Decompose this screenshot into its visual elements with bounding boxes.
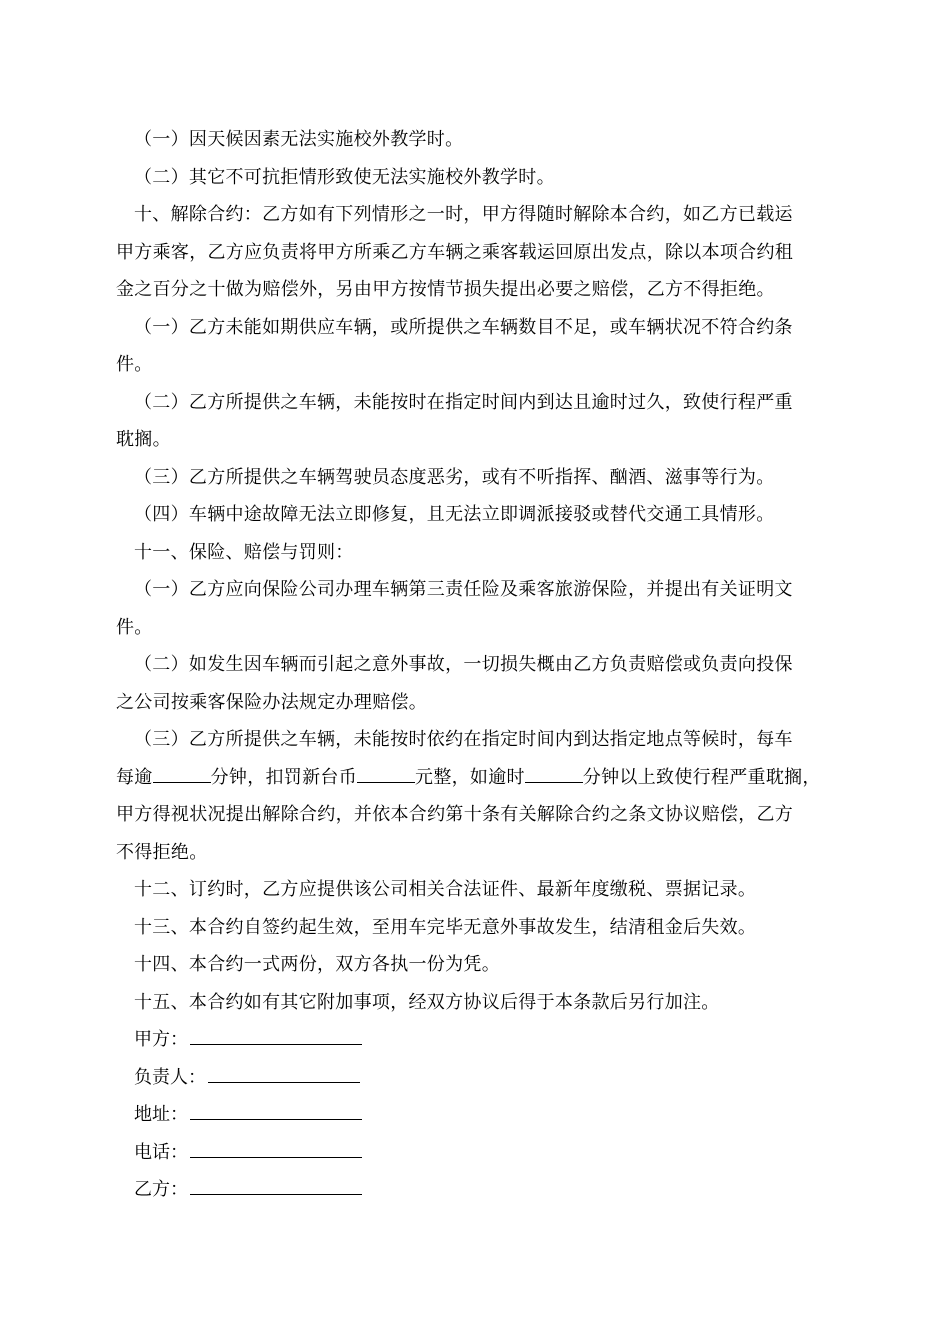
- clause-15: [116, 984, 834, 1022]
- text-line: 件。: [116, 354, 153, 375]
- text-line: （二）如发生因车辆而引起之意外事故，一切损失概由乙方负责赔偿或负责向投保: [134, 654, 793, 675]
- text-line: 甲方得视状况提出解除合约，并依本合约第十条有关解除合约之条文协议赔偿，乙方: [116, 804, 794, 825]
- text-line: 之公司按乘客保险办法规定办理赔偿。: [116, 691, 428, 713]
- field-label: 甲方：: [134, 1029, 188, 1050]
- party-b-blank: [190, 1178, 362, 1195]
- clause-penalty: [116, 721, 834, 871]
- text-line: （一）乙方应向保险公司办理车辆第三责任险及乘客旅游保险，并提出有关证明文: [134, 579, 793, 600]
- signature-phone: [116, 1134, 834, 1172]
- text-segment: 分钟，扣罚新台币: [210, 766, 358, 788]
- field-label: 负责人：: [134, 1066, 206, 1088]
- text-line: （三）乙方所提供之车辆，未能按时依约在指定时间内到达指定地点等候时，每车: [134, 729, 793, 750]
- signature-party-b: [116, 1171, 834, 1209]
- clause-termination-2: [116, 384, 834, 459]
- clause-insurance-2: [116, 646, 834, 721]
- text-segment: 每逾: [116, 766, 153, 788]
- signature-block: [116, 1021, 834, 1209]
- clause-14: [116, 946, 834, 984]
- contract-clauses: [116, 121, 834, 721]
- clause-1: [116, 121, 834, 159]
- clause-insurance-1: [116, 571, 834, 646]
- text-line: 十三、本合约自签约起生效，至用车完毕无意外事故发生，结清租金后失效。: [134, 916, 757, 938]
- party-a-blank: [190, 1028, 362, 1045]
- clause-termination: [116, 196, 834, 309]
- text-line: 十五、本合约如有其它附加事项，经双方协议后得于本条款后另行加注。: [134, 991, 720, 1013]
- clause-termination-3: [116, 459, 834, 497]
- field-label: 地址：: [134, 1104, 188, 1125]
- clause-12: [116, 871, 834, 909]
- clause-13: [116, 909, 834, 947]
- clause-termination-4: [116, 496, 834, 534]
- text-line: [116, 759, 834, 797]
- overtime-blank: [525, 766, 583, 783]
- signature-address: [116, 1096, 834, 1134]
- clause-termination-1: [116, 309, 834, 384]
- signature-party-a: [116, 1021, 834, 1059]
- address-blank: [190, 1103, 362, 1120]
- text-line: 十二、订约时，乙方应提供该公司相关合法证件、最新年度缴税、票据记录。: [134, 879, 757, 900]
- text-line: 十一、保险、赔偿与罚则：: [134, 541, 354, 563]
- amount-blank: [357, 766, 415, 783]
- text-line: 耽搁。: [116, 429, 171, 450]
- text-line: 十、解除合约：乙方如有下列情形之一时，甲方得随时解除本合约，如乙方已载运: [134, 204, 793, 225]
- text-line: （四）车辆中途故障无法立即修复，且无法立即调派接驳或替代交通工具情形。: [134, 504, 775, 525]
- text-line: 甲方乘客，乙方应负责将甲方所乘乙方车辆之乘客载运回原出发点，除以本项合约租: [116, 241, 794, 263]
- signature-person: [116, 1059, 834, 1097]
- text-segment: 元整，如逾时: [415, 766, 525, 788]
- text-line: 十四、本合约一式两份，双方各执一份为凭。: [134, 954, 500, 975]
- minutes-blank: [153, 766, 211, 783]
- text-line: （一）乙方未能如期供应车辆，或所提供之车辆数目不足，或车辆状况不符合约条: [134, 316, 793, 338]
- text-line: 不得拒绝。: [116, 841, 208, 863]
- text-line: （三）乙方所提供之车辆驾驶员态度恶劣，或有不听指挥、酗酒、滋事等行为。: [134, 466, 775, 488]
- text-line: （二）乙方所提供之车辆，未能按时在指定时间内到达且逾时过久，致使行程严重: [134, 391, 793, 413]
- text-segment: 分钟以上致使行程严重耽搁，: [582, 766, 821, 788]
- field-label: 乙方：: [134, 1179, 188, 1200]
- text-line: （二）其它不可抗拒情形致使无法实施校外教学时。: [134, 166, 555, 188]
- text-line: 件。: [116, 616, 153, 638]
- text-line: （一）因天候因素无法实施校外教学时。: [134, 129, 464, 150]
- clause-insurance: [116, 534, 834, 572]
- person-blank: [208, 1066, 360, 1083]
- field-label: 电话：: [134, 1141, 188, 1163]
- clause-2: [116, 159, 834, 197]
- text-line: 金之百分之十做为赔偿外，另由甲方按情节损失提出必要之赔偿，乙方不得拒绝。: [116, 279, 775, 300]
- phone-blank: [190, 1141, 362, 1158]
